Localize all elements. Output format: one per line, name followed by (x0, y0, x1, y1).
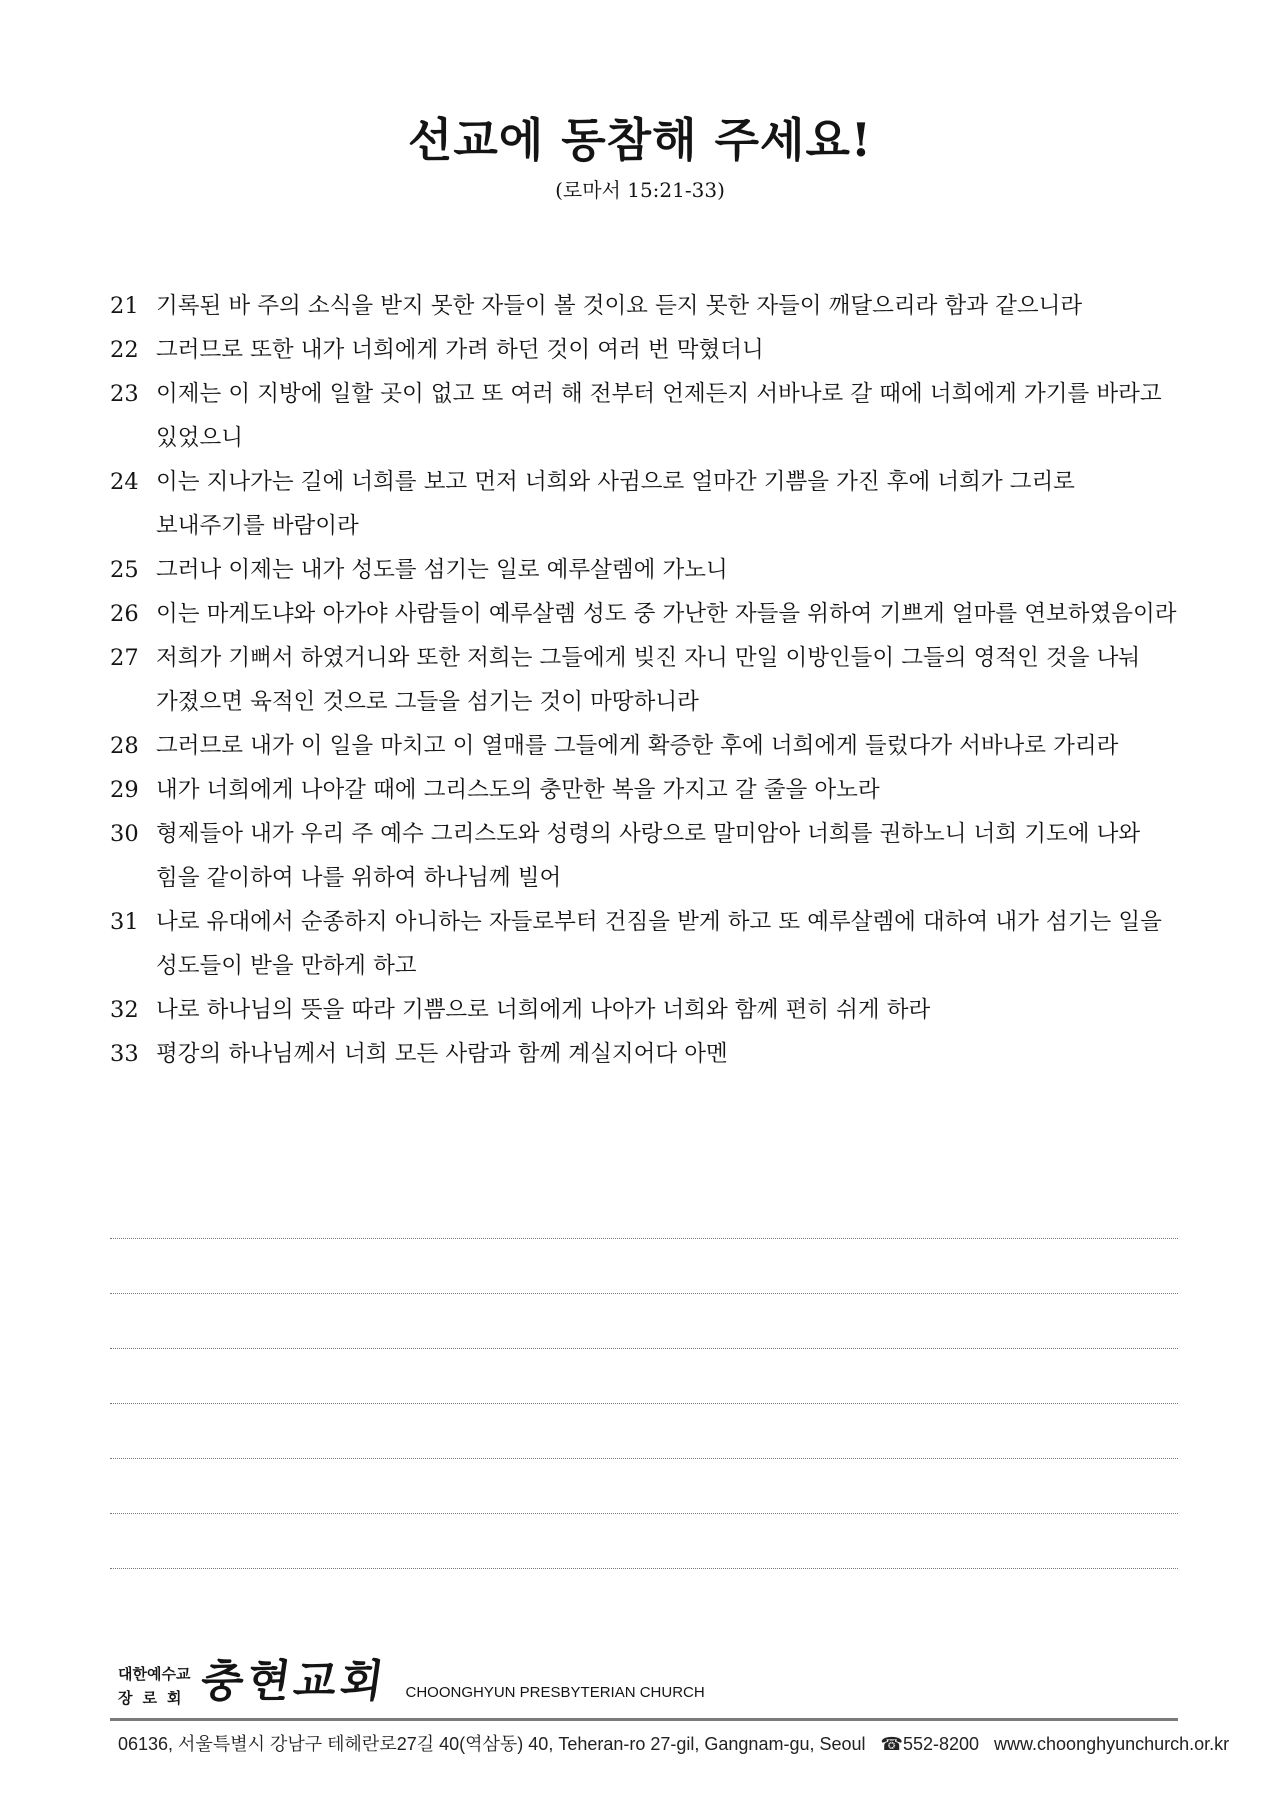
note-line (110, 1514, 1178, 1569)
phone-number: 552-8200 (902, 1734, 980, 1754)
denomination-label (118, 1662, 191, 1710)
verse-item (110, 372, 1180, 460)
denomination-line: 장로회 (118, 1689, 192, 1707)
verse-item (110, 768, 1180, 812)
verse-item (110, 1032, 1180, 1076)
note-line (110, 1404, 1178, 1459)
verse-text: 기록된 바 주의 소식을 받지 못한 자들이 볼 것이요 듣지 못한 자들이 깨달으리라 함과 같으니라 (156, 293, 1083, 319)
verse-text: 저희가 기뻐서 하였거니와 또한 저희는 그들에게 빚진 자니 만일 이방인들이 그들의 영적인 것을 나눠 가졌으면 육적인 것으로 그들을 섬기는 것이 마땅하니라 (156, 645, 1141, 715)
verse-number: 28 (110, 733, 139, 759)
verse-text: 이는 마게도냐와 아가야 사람들이 예루살렘 성도 중 가난한 자들을 위하여 기쁘게 얼마를 연보하였음이라 (156, 601, 1177, 627)
church-address: 06136, 서울특별시 강남구 테헤란로27길 40(역삼동) 40, Teheran-ro 27-gil, Gangnam-gu, Seoul (118, 1734, 866, 1754)
verse-number: 29 (110, 777, 139, 803)
verse-number: 31 (110, 909, 139, 935)
verse-list (110, 284, 1180, 1076)
phone-icon: ☎ (880, 1734, 903, 1754)
verse-text: 그러므로 내가 이 일을 마치고 이 열매를 그들에게 확증한 후에 너희에게 들렀다가 서바나로 가리라 (156, 733, 1119, 759)
verse-text: 나로 유대에서 순종하지 아니하는 자들로부터 건짐을 받게 하고 또 예루살렘에 대하여 내가 섬기는 일을 성도들이 받을 만하게 하고 (156, 909, 1162, 979)
verse-item (110, 284, 1180, 328)
verse-text: 나로 하나님의 뜻을 따라 기쁨으로 너희에게 나아가 너희와 함께 편히 쉬게 하라 (156, 997, 931, 1023)
note-line (110, 1184, 1178, 1239)
verse-text: 그러나 이제는 내가 성도를 섬기는 일로 예루살렘에 가노니 (156, 557, 728, 583)
scripture-reference: (로마서 15:21-33) (555, 178, 725, 202)
church-logo (118, 1640, 705, 1710)
verse-item (110, 636, 1180, 724)
verse-item (110, 724, 1180, 768)
verse-item (110, 460, 1180, 548)
verse-text: 내가 너희에게 나아갈 때에 그리스도의 충만한 복을 가지고 갈 줄을 아노라 (156, 777, 880, 803)
footer-contact (118, 1728, 1230, 1760)
footer-divider (110, 1718, 1178, 1721)
verse-text: 그러므로 또한 내가 너희에게 가려 하던 것이 여러 번 막혔더니 (156, 337, 764, 363)
verse-text: 이는 지나가는 길에 너희를 보고 먼저 너희와 사귐으로 얼마간 기쁨을 가진 후에 너희가 그리로 보내주기를 바람이라 (156, 469, 1075, 539)
page-title: 선교에 동참해 주세요! (407, 113, 873, 167)
denomination-line: 대한예수교 (118, 1665, 191, 1683)
verse-number: 21 (110, 293, 139, 319)
note-lines (110, 1184, 1178, 1569)
note-line (110, 1459, 1178, 1514)
verse-number: 27 (110, 645, 139, 671)
verse-number: 26 (110, 601, 139, 627)
church-name-english: CHOONGHYUN PRESBYTERIAN CHURCH (405, 1684, 705, 1701)
verse-item (110, 900, 1180, 988)
church-name-korean: 충현교회 (197, 1656, 392, 1707)
verse-number: 33 (110, 1041, 139, 1067)
verse-text: 형제들아 내가 우리 주 예수 그리스도와 성령의 사랑으로 말미암아 너희를 권하노니 너희 기도에 나와 힘을 같이하여 나를 위하여 하나님께 빌어 (156, 821, 1141, 891)
verse-item (110, 812, 1180, 900)
verse-number: 30 (110, 821, 139, 847)
note-line (110, 1239, 1178, 1294)
verse-number: 23 (110, 381, 139, 407)
website-link[interactable]: www.choonghyunchurch.or.kr (994, 1734, 1230, 1754)
note-line (110, 1294, 1178, 1349)
verse-text: 이제는 이 지방에 일할 곳이 없고 또 여러 해 전부터 언제든지 서바나로 갈 때에 너희에게 가기를 바라고 있었으니 (156, 381, 1162, 451)
verse-number: 24 (110, 469, 139, 495)
verse-item (110, 988, 1180, 1032)
verse-item (110, 592, 1180, 636)
verse-number: 22 (110, 337, 139, 363)
verse-item (110, 328, 1180, 372)
verse-number: 32 (110, 997, 139, 1023)
verse-item (110, 548, 1180, 592)
verse-text: 평강의 하나님께서 너희 모든 사람과 함께 계실지어다 아멘 (156, 1041, 728, 1067)
note-line (110, 1349, 1178, 1404)
verse-number: 25 (110, 557, 139, 583)
